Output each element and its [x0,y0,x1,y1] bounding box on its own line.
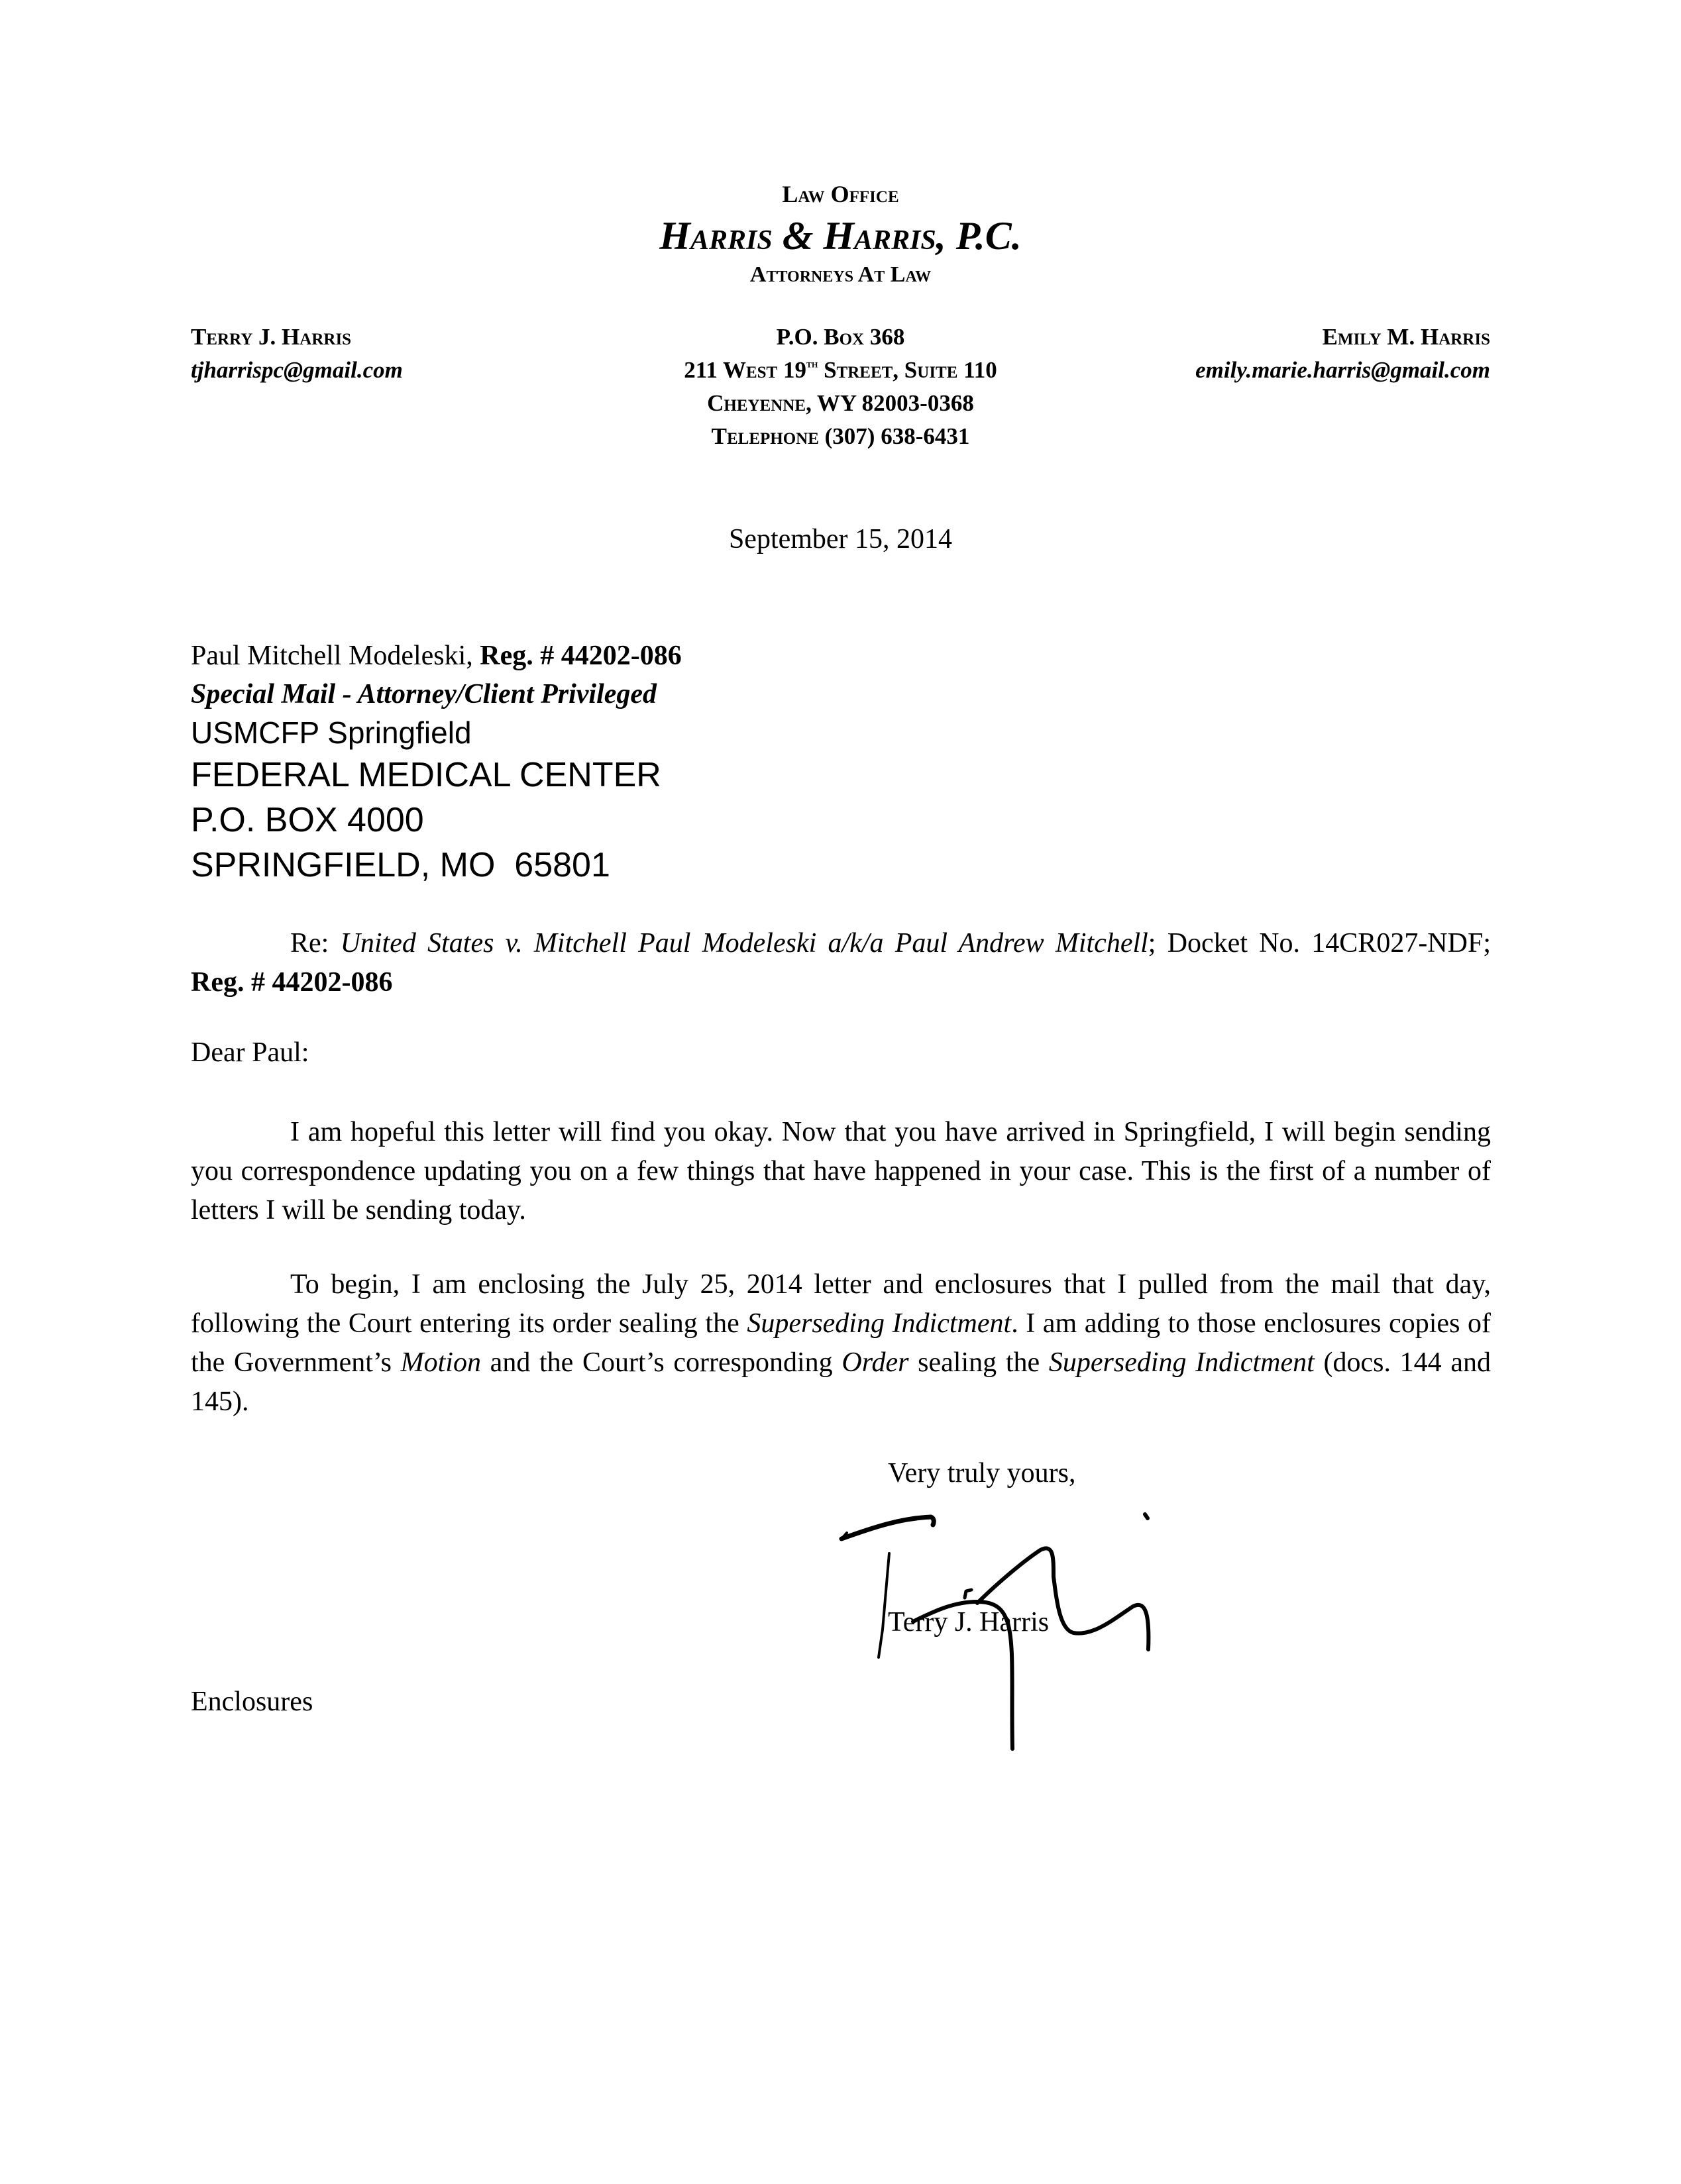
attorney-name-emily: Emily M. Harris [1322,324,1490,350]
addressee-city: SPRINGFIELD, MO 65801 [191,846,610,884]
addressee-facility: FEDERAL MEDICAL CENTER [191,756,661,794]
street-number: 211 West 19 [684,357,806,383]
enclosures-label: Enclosures [191,1687,313,1717]
privileged-notice: Special Mail - Attorney/Client Privileged [191,679,657,709]
salutation: Dear Paul: [191,1037,309,1068]
street-ordinal: th [806,356,818,370]
handwritten-signature [822,1444,1564,1775]
law-office-label: Law Office [782,181,899,207]
letter-date: September 15, 2014 [728,524,953,554]
p2-text: (docs. 144 and 145). [191,1347,1491,1417]
p2-emphasis: Superseding Indictment [747,1308,1012,1339]
body-paragraph-2 [191,1265,1491,1422]
street-name: Street, Suite 110 [818,357,997,383]
signature-stroke [841,1517,934,1539]
p2-emphasis: Motion [400,1347,481,1378]
p2-emphasis: Order [841,1347,909,1378]
addressee-block [191,636,682,888]
p2-emphasis: Superseding Indictment [1048,1347,1315,1378]
addressee-name: Paul Mitchell Modeleski, [191,641,480,671]
p2-text: sealing the [908,1347,1049,1378]
signature-stroke [913,1602,1012,1749]
signature-stroke [1145,1514,1148,1518]
closing: Very truly yours, [888,1458,1076,1488]
p2-text: . I am adding to those enclosures copies of the Government’s [191,1308,1491,1378]
addressee-name-line [191,636,682,676]
p2-text: and the Court’s corresponding [480,1347,842,1378]
attorney-email-terry: tjharrispc@gmail.com [191,357,403,383]
p2-text: To begin, I am enclosing the July 25, 2014 letter and enclosures that I pulled from the mail that day, following the Court entering its order sealing the [191,1269,1491,1339]
signer-name: Terry J. Harris [888,1607,1050,1638]
attorney-email-emily: emily.marie.harris@gmail.com [1195,357,1490,383]
address-telephone: Telephone (307) 638-6431 [711,423,970,449]
re-line [191,924,1491,1002]
letterhead-right-attorney [1195,321,1490,387]
address-po-box: P.O. Box 368 [776,324,905,350]
signature-stroke [965,1590,971,1598]
firm-tagline: Attorneys At Law [749,262,932,287]
signature-stroke [977,1548,1148,1649]
addressee-institution: USMCFP Springfield [191,715,472,750]
docket-number: ; Docket No. 14CR027-NDF; [1148,928,1491,959]
signature-stroke [879,1553,889,1657]
addressee-po-box: P.O. BOX 4000 [191,801,424,839]
case-title: United States v. Mitchell Paul Modeleski a/k/a Paul Andrew Mitchell [340,928,1148,959]
firm-name: Harris & Harris, P.C. [659,214,1022,258]
addressee-reg-number: Reg. # 44202-086 [480,641,682,671]
attorney-name-terry: Terry J. Harris [191,324,352,350]
address-city: Cheyenne, WY 82003-0368 [707,390,974,416]
re-label: Re: [290,928,341,959]
re-reg-number: Reg. # 44202-086 [191,967,393,998]
body-paragraph-1: I am hopeful this letter will find you okay. Now that you have arrived in Springfield, I will begin sending you correspondence updating you on a few things that have happened in your case. This is the first of a number of letters I will be sending today. [191,1117,1491,1225]
